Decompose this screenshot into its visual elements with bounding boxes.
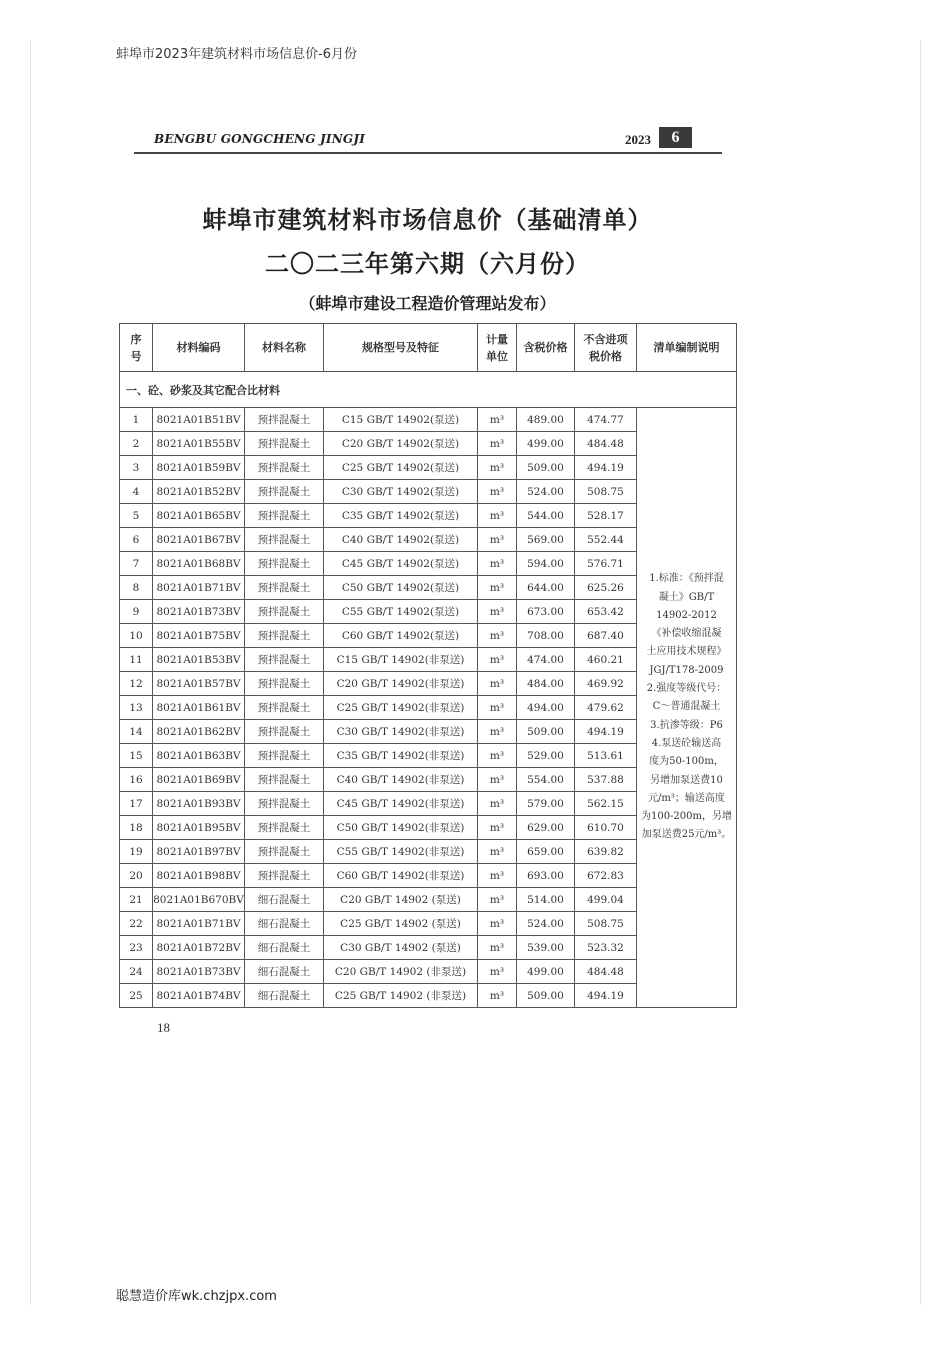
cell-unit: m³ [478,432,517,456]
notes-cell [637,408,737,1008]
document-caption: 蚌埠市2023年建筑材料市场信息价-6月份 [116,47,358,62]
cell-index: 11 [120,648,153,672]
cell-spec: C15 GB/T 14902(泵送) [324,408,478,432]
cell-unit: m³ [478,768,517,792]
cell-name: 预拌混凝土 [245,504,324,528]
cell-code: 8021A01B670BV [153,888,245,912]
journal-header [134,124,722,155]
cell-unit: m³ [478,648,517,672]
cell-name: 预拌混凝土 [245,696,324,720]
cell-code: 8021A01B69BV [153,768,245,792]
cell-price-tax: 594.00 [517,552,575,576]
cell-unit: m³ [478,888,517,912]
cell-code: 8021A01B71BV [153,576,245,600]
cell-name: 预拌混凝土 [245,408,324,432]
header-price-tax: 含税价格 [517,324,575,372]
cell-index: 5 [120,504,153,528]
cell-index: 10 [120,624,153,648]
cell-spec: C35 GB/T 14902(非泵送) [324,744,478,768]
cell-price-notax: 508.75 [575,480,637,504]
notes-line: 土应用技术规程》 [646,646,727,658]
cell-spec: C25 GB/T 14902(非泵送) [324,696,478,720]
cell-name: 预拌混凝土 [245,528,324,552]
cell-unit: m³ [478,576,517,600]
cell-index: 6 [120,528,153,552]
cell-index: 25 [120,984,153,1008]
cell-code: 8021A01B93BV [153,792,245,816]
table-header-row [120,324,737,372]
cell-name: 预拌混凝土 [245,648,324,672]
cell-index: 1 [120,408,153,432]
cell-price-tax: 554.00 [517,768,575,792]
cell-code: 8021A01B97BV [153,840,245,864]
cell-price-notax: 484.48 [575,960,637,984]
cell-name: 预拌混凝土 [245,816,324,840]
cell-spec: C20 GB/T 14902(泵送) [324,432,478,456]
cell-price-tax: 509.00 [517,984,575,1008]
cell-index: 16 [120,768,153,792]
cell-unit: m³ [478,672,517,696]
cell-price-tax: 509.00 [517,456,575,480]
cell-spec: C50 GB/T 14902(非泵送) [324,816,478,840]
notes-line: 2.强度等级代号： [646,683,727,695]
cell-price-notax: 687.40 [575,624,637,648]
cell-price-notax: 639.82 [575,840,637,864]
cell-name: 预拌混凝土 [245,792,324,816]
cell-index: 18 [120,816,153,840]
cell-spec: C45 GB/T 14902(非泵送) [324,792,478,816]
cell-price-tax: 579.00 [517,792,575,816]
cell-price-tax: 494.00 [517,696,575,720]
cell-code: 8021A01B57BV [153,672,245,696]
cell-price-notax: 562.15 [575,792,637,816]
cell-name: 细石混凝土 [245,960,324,984]
cell-price-tax: 489.00 [517,408,575,432]
notes-line: 为100-200m，另增 [640,811,733,823]
cell-spec: C20 GB/T 14902 (泵送) [324,888,478,912]
cell-name: 预拌混凝土 [245,576,324,600]
cell-price-notax: 523.32 [575,936,637,960]
cell-index: 13 [120,696,153,720]
cell-code: 8021A01B61BV [153,696,245,720]
cell-price-tax: 524.00 [517,912,575,936]
header-spec: 规格型号及特征 [324,324,478,372]
cell-spec: C60 GB/T 14902(泵送) [324,624,478,648]
cell-price-tax: 569.00 [517,528,575,552]
cell-unit: m³ [478,720,517,744]
cell-unit: m³ [478,456,517,480]
cell-code: 8021A01B62BV [153,720,245,744]
cell-index: 20 [120,864,153,888]
page-title: 蚌埠市建筑材料市场信息价（基础清单） [202,206,653,234]
cell-name: 预拌混凝土 [245,432,324,456]
cell-index: 2 [120,432,153,456]
cell-index: 9 [120,600,153,624]
header-notes: 清单编制说明 [637,324,737,372]
cell-price-tax: 529.00 [517,744,575,768]
cell-unit: m³ [478,600,517,624]
cell-price-tax: 524.00 [517,480,575,504]
cell-unit: m³ [478,984,517,1008]
cell-price-notax: 474.77 [575,408,637,432]
cell-price-notax: 494.19 [575,720,637,744]
cell-spec: C60 GB/T 14902(非泵送) [324,864,478,888]
cell-price-tax: 499.00 [517,960,575,984]
cell-name: 细石混凝土 [245,936,324,960]
cell-code: 8021A01B75BV [153,624,245,648]
page-number: 18 [157,1020,170,1035]
cell-price-notax: 528.17 [575,504,637,528]
cell-price-notax: 653.42 [575,600,637,624]
cell-name: 细石混凝土 [245,912,324,936]
cell-price-notax: 672.83 [575,864,637,888]
cell-code: 8021A01B63BV [153,744,245,768]
cell-price-notax: 494.19 [575,984,637,1008]
cell-spec: C55 GB/T 14902(非泵送) [324,840,478,864]
cell-index: 22 [120,912,153,936]
cell-unit: m³ [478,816,517,840]
cell-unit: m³ [478,744,517,768]
cell-code: 8021A01B74BV [153,984,245,1008]
cell-price-notax: 479.62 [575,696,637,720]
cell-unit: m³ [478,552,517,576]
notes-line: 1.标准：《预拌混 [649,573,724,585]
cell-index: 4 [120,480,153,504]
notes-line: 另增加泵送费10 [650,774,723,786]
cell-price-notax: 537.88 [575,768,637,792]
cell-price-notax: 625.26 [575,576,637,600]
cell-name: 预拌混凝土 [245,768,324,792]
page-margin-line-right [920,40,921,1305]
notes-line: C～普通混凝土 [652,701,721,713]
cell-name: 预拌混凝土 [245,840,324,864]
cell-unit: m³ [478,624,517,648]
cell-spec: C45 GB/T 14902(泵送) [324,552,478,576]
page-margin-line-left [30,40,31,1305]
cell-spec: C25 GB/T 14902(泵送) [324,456,478,480]
cell-price-tax: 673.00 [517,600,575,624]
cell-code: 8021A01B95BV [153,816,245,840]
cell-spec: C30 GB/T 14902 (泵送) [324,936,478,960]
cell-index: 17 [120,792,153,816]
cell-spec: C50 GB/T 14902(泵送) [324,576,478,600]
publisher-line: （蚌埠市建设工程造价管理站发布） [299,294,556,313]
cell-code: 8021A01B52BV [153,480,245,504]
cell-spec: C40 GB/T 14902(泵送) [324,528,478,552]
notes-line: 4.泵送砼输送高 [651,737,722,749]
cell-index: 14 [120,720,153,744]
journal-name: BENGBU GONGCHENG JINGJI [154,132,366,146]
cell-index: 15 [120,744,153,768]
cell-unit: m³ [478,504,517,528]
cell-unit: m³ [478,840,517,864]
table-row [120,408,737,432]
notes-line: 《补偿收缩混凝 [651,628,722,640]
cell-name: 预拌混凝土 [245,672,324,696]
cell-price-tax: 539.00 [517,936,575,960]
cell-code: 8021A01B71BV [153,912,245,936]
footer-text: 聪慧造价库wk.chzjpx.com [116,1289,277,1304]
cell-unit: m³ [478,696,517,720]
issue-year: 2023 [625,132,651,147]
cell-name: 预拌混凝土 [245,744,324,768]
section-row [120,372,737,408]
cell-price-notax: 460.21 [575,648,637,672]
section-title: 一、砼、砂浆及其它配合比材料 [120,372,737,408]
cell-price-tax: 514.00 [517,888,575,912]
header-price-notax: 不含进项税价格 [575,324,637,372]
cell-spec: C40 GB/T 14902(非泵送) [324,768,478,792]
cell-price-tax: 629.00 [517,816,575,840]
cell-code: 8021A01B59BV [153,456,245,480]
cell-code: 8021A01B53BV [153,648,245,672]
cell-name: 预拌混凝土 [245,600,324,624]
cell-price-notax: 484.48 [575,432,637,456]
cell-unit: m³ [478,960,517,984]
cell-price-tax: 474.00 [517,648,575,672]
header-unit: 计量单位 [478,324,517,372]
cell-price-tax: 644.00 [517,576,575,600]
cell-unit: m³ [478,480,517,504]
cell-name: 预拌混凝土 [245,456,324,480]
notes-line: 度为50-100m， [649,756,724,768]
cell-spec: C25 GB/T 14902 (非泵送) [324,984,478,1008]
cell-name: 预拌混凝土 [245,552,324,576]
cell-price-notax: 499.04 [575,888,637,912]
cell-unit: m³ [478,408,517,432]
cell-unit: m³ [478,936,517,960]
header-code: 材料编码 [153,324,245,372]
cell-name: 细石混凝土 [245,888,324,912]
notes-line: 凝土》GB/T [658,591,715,603]
cell-code: 8021A01B67BV [153,528,245,552]
cell-name: 预拌混凝土 [245,720,324,744]
cell-spec: C25 GB/T 14902 (泵送) [324,912,478,936]
cell-price-tax: 484.00 [517,672,575,696]
cell-index: 21 [120,888,153,912]
cell-price-tax: 693.00 [517,864,575,888]
cell-unit: m³ [478,528,517,552]
cell-index: 7 [120,552,153,576]
notes-line: JGJ/T178-2009 [649,664,724,676]
cell-code: 8021A01B51BV [153,408,245,432]
cell-unit: m³ [478,792,517,816]
cell-name: 预拌混凝土 [245,624,324,648]
cell-price-tax: 544.00 [517,504,575,528]
cell-price-notax: 508.75 [575,912,637,936]
header-rule [134,152,722,154]
price-table [119,323,737,1008]
cell-index: 24 [120,960,153,984]
issue-number-badge: 6 [659,127,692,148]
cell-price-tax: 659.00 [517,840,575,864]
cell-index: 19 [120,840,153,864]
header-index: 序号 [120,324,153,372]
cell-index: 3 [120,456,153,480]
notes-line: 加泵送费25元/m³。 [641,829,732,841]
cell-price-notax: 552.44 [575,528,637,552]
notes-line: 元/m³；输送高度 [648,792,725,804]
cell-index: 8 [120,576,153,600]
cell-spec: C55 GB/T 14902(泵送) [324,600,478,624]
notes-line: 3.抗渗等级：P6 [650,719,723,731]
cell-code: 8021A01B68BV [153,552,245,576]
cell-price-tax: 509.00 [517,720,575,744]
cell-code: 8021A01B98BV [153,864,245,888]
cell-price-notax: 513.61 [575,744,637,768]
cell-unit: m³ [478,912,517,936]
cell-spec: C20 GB/T 14902(非泵送) [324,672,478,696]
cell-code: 8021A01B55BV [153,432,245,456]
cell-spec: C15 GB/T 14902(非泵送) [324,648,478,672]
cell-unit: m³ [478,864,517,888]
cell-index: 23 [120,936,153,960]
cell-price-tax: 708.00 [517,624,575,648]
cell-name: 预拌混凝土 [245,864,324,888]
cell-spec: C35 GB/T 14902(泵送) [324,504,478,528]
notes-line: 14902-2012 [656,609,717,621]
cell-spec: C30 GB/T 14902(泵送) [324,480,478,504]
cell-index: 12 [120,672,153,696]
page-subtitle: 二〇二三年第六期（六月份） [265,250,590,278]
cell-code: 8021A01B73BV [153,600,245,624]
cell-price-notax: 494.19 [575,456,637,480]
cell-spec: C20 GB/T 14902 (非泵送) [324,960,478,984]
header-name: 材料名称 [245,324,324,372]
cell-price-notax: 610.70 [575,816,637,840]
cell-name: 预拌混凝土 [245,480,324,504]
cell-price-notax: 469.92 [575,672,637,696]
cell-price-notax: 576.71 [575,552,637,576]
cell-code: 8021A01B73BV [153,960,245,984]
cell-price-tax: 499.00 [517,432,575,456]
cell-spec: C30 GB/T 14902(非泵送) [324,720,478,744]
cell-code: 8021A01B65BV [153,504,245,528]
cell-name: 细石混凝土 [245,984,324,1008]
cell-code: 8021A01B72BV [153,936,245,960]
